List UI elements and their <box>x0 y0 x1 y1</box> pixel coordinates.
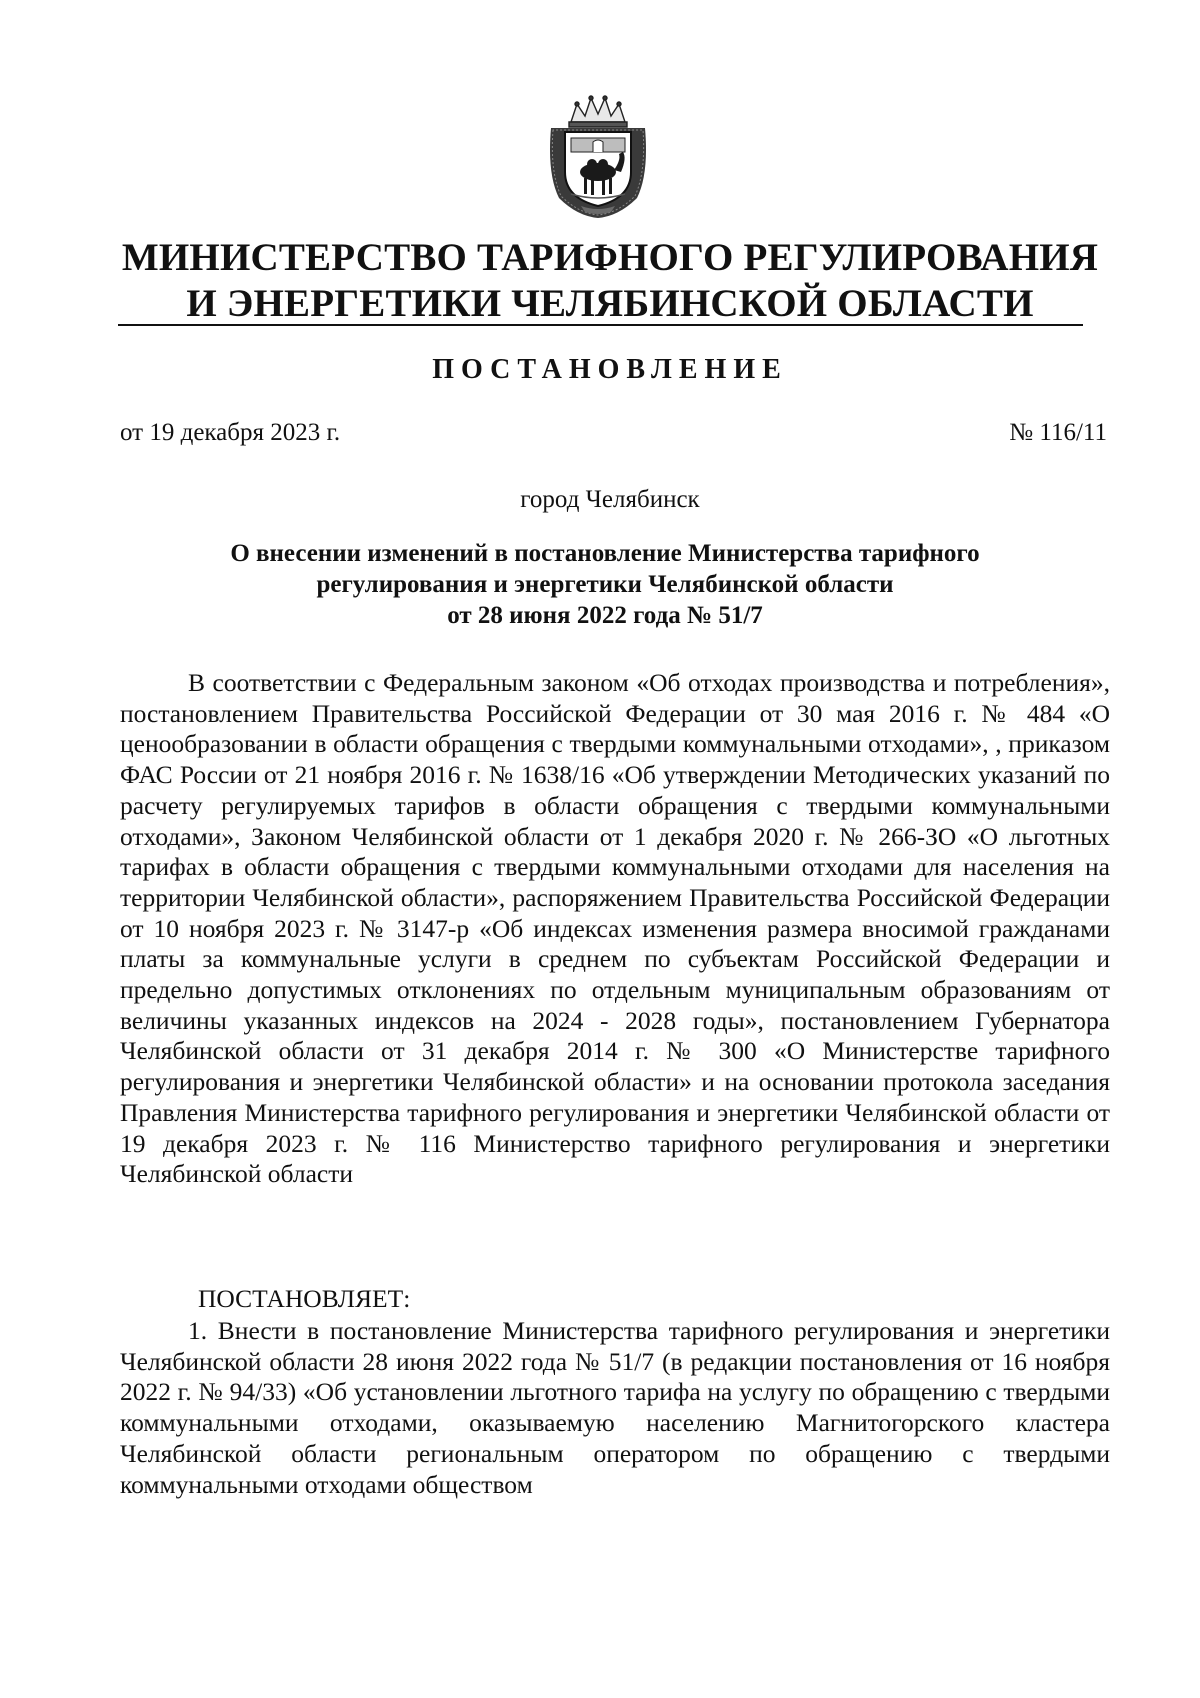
body-paragraph-preamble: В соответствии с Федеральным законом «Об отходах производства и потребления», постановлением Правительства Российской Федерации от 30 мая 2016 г. № 484 «О ценообразовании в области обращения с твердыми коммунальными отходами», , приказом ФАС России от 21 ноября 2016 г. № 1638/16 «Об утверждении Методических указаний по расчету регулируемых тарифов в области обращения с твердыми коммунальными отходами», Законом Челябинской области от 1 декабря 2020 г. № 266-ЗО «О льготных тарифах в области обращения с твердыми коммунальными отходами для населения на территории Челябинской области», распоряжением Правительства Российской Федерации от 10 ноября 2023 г. № 3147-р «Об индексах изменения размера вносимой гражданами платы за коммунальные услуги в среднем по субъектам Российской Федерации и предельно допустимых отклонениях по отдельным муниципальным образованиям от величины указанных индексов на 2024 - 2028 годы», постановлением Губернатора Челябинской области от 31 декабря 2014 г. № 300 «О Министерстве тарифного регулирования и энергетики Челябинской области» и на основании протокола заседания Правления Министерства тарифного регулирования и энергетики Челябинской области от 19 декабря 2023 г. № 116 Министерство тарифного регулирования и энергетики Челябинской области <box>120 668 1110 1189</box>
document-number: № 116/11 <box>1009 419 1107 446</box>
document-date: от 19 декабря 2023 г. <box>120 419 341 446</box>
document-subject <box>130 538 1080 631</box>
subject-line3: от 28 июня 2022 года № 51/7 <box>447 602 763 629</box>
ministry-name-line1: МИНИСТЕРСТВО ТАРИФНОГО РЕГУЛИРОВАНИЯ <box>121 236 1099 279</box>
subject-line2: регулирования и энергетики Челябинской области <box>316 571 894 598</box>
header-divider <box>118 324 1083 326</box>
document-city: город Челябинск <box>520 486 700 513</box>
subject-line1: О внесении изменений в постановление Министерства тарифного <box>230 540 980 567</box>
body-paragraph-item-1: 1. Внести в постановление Министерства тарифного регулирования и энергетики Челябинской области 28 июня 2022 года № 51/7 (в редакции постановления от 16 ноября 2022 г. № 94/33) «Об установлении льготного тарифа на услугу по обращению с твердыми коммунальными отходами, оказываемую населению Магнитогорского кластера Челябинской области региональным оператором по обращению с твердыми коммунальными отходами обществом <box>120 1316 1110 1499</box>
coat-of-arms-icon <box>541 94 655 220</box>
ministry-name-line2: И ЭНЕРГЕТИКИ ЧЕЛЯБИНСКОЙ ОБЛАСТИ <box>186 282 1034 325</box>
decree-word: ПОСТАНОВЛЯЕТ: <box>198 1284 411 1313</box>
document-type: ПОСТАНОВЛЕНИЕ <box>432 354 788 385</box>
